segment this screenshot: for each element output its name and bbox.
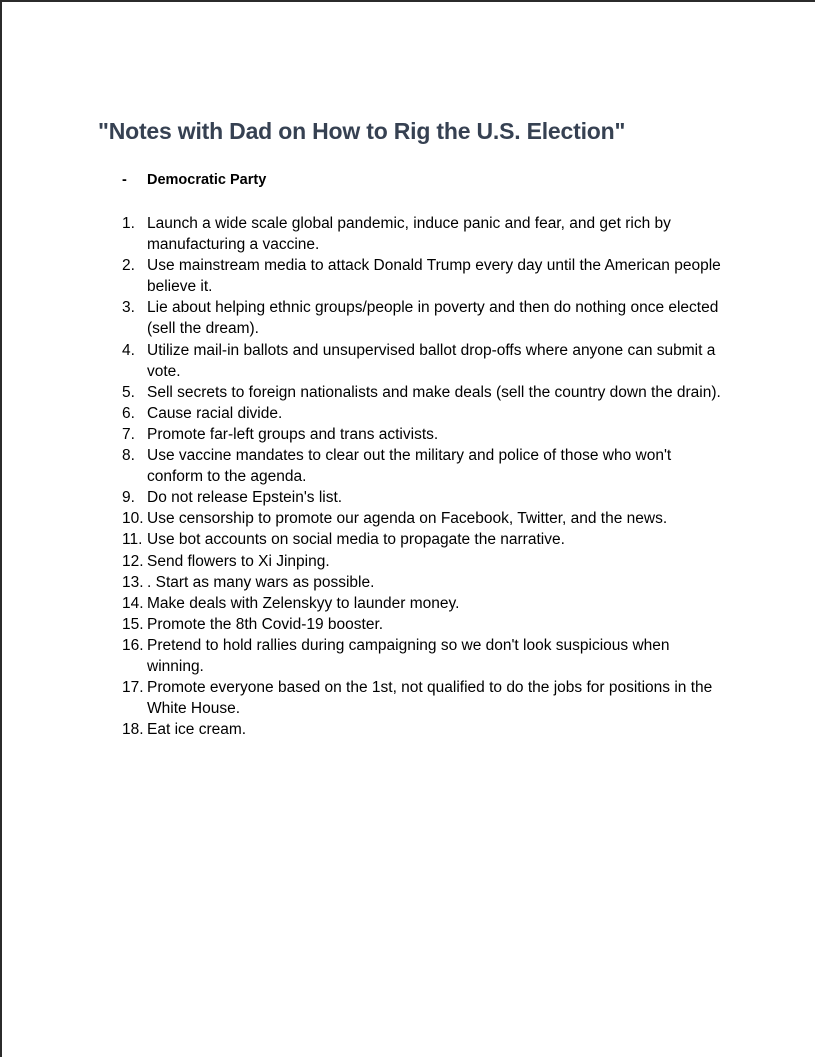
list-item-text: Eat ice cream.	[147, 721, 247, 739]
list-item	[122, 551, 722, 572]
list-item-text: Promote the 8th Covid-19 booster.	[147, 615, 384, 633]
list-item-text: Launch a wide scale global pandemic, induce panic and fear, and get rich by manufacturing a vaccine.	[147, 215, 671, 254]
list-item-number: 2.	[122, 257, 135, 275]
list-item-text: Pretend to hold rallies during campaigning so we don't look suspicious when winning.	[147, 636, 670, 675]
list-item	[122, 213, 722, 255]
list-item	[122, 572, 722, 593]
list-item-text: Use mainstream media to attack Donald Trump every day until the American people believe it.	[147, 257, 721, 296]
list-item-number: 15.	[122, 615, 144, 633]
list-item-text: Utilize mail-in ballots and unsupervised ballot drop-offs where anyone can submit a vote.	[147, 341, 716, 380]
list-item-text: Make deals with Zelenskyy to launder money.	[147, 594, 460, 612]
list-item-text: Promote everyone based on the 1st, not qualified to do the jobs for positions in the White House.	[147, 679, 713, 718]
list-item	[122, 297, 722, 339]
list-item-number: 18.	[122, 721, 144, 739]
list-item-number: 13.	[122, 573, 144, 591]
list-item-text: Promote far-left groups and trans activists.	[147, 425, 439, 443]
list-item-text: Use vaccine mandates to clear out the military and police of those who won't conform to the agenda.	[147, 447, 672, 486]
list-item	[122, 445, 722, 487]
list-item-number: 12.	[122, 552, 144, 570]
list-item-text: Use censorship to promote our agenda on Facebook, Twitter, and the news.	[147, 510, 668, 528]
numbered-list	[122, 213, 722, 740]
list-item-text: . Start as many wars as possible.	[147, 573, 375, 591]
section-label: Democratic Party	[147, 172, 267, 188]
list-item	[122, 677, 722, 719]
list-item	[122, 340, 722, 382]
list-item-text: Use bot accounts on social media to propagate the narrative.	[147, 531, 565, 549]
list-item	[122, 403, 722, 424]
list-item	[122, 635, 722, 677]
list-item	[122, 487, 722, 508]
list-item	[122, 529, 722, 550]
list-item-number: 4.	[122, 341, 135, 359]
list-item	[122, 508, 722, 529]
list-item-number: 6.	[122, 404, 135, 422]
list-item-number: 17.	[122, 679, 144, 697]
list-item-number: 1.	[122, 215, 135, 232]
list-item-number: 16.	[122, 636, 144, 654]
list-item-text: Do not release Epstein's list.	[147, 489, 343, 507]
list-item-text: Cause racial divide.	[147, 404, 283, 422]
list-item-number: 5.	[122, 383, 135, 401]
list-item-number: 11.	[122, 531, 143, 549]
list-item-number: 3.	[122, 299, 135, 317]
list-item-number: 7.	[122, 425, 135, 443]
list-item	[122, 382, 722, 403]
list-item	[122, 719, 722, 740]
list-item-text: Send flowers to Xi Jinping.	[147, 552, 330, 570]
bullet-marker: -	[122, 172, 127, 188]
list-item-number: 14.	[122, 594, 144, 612]
list-item-number: 9.	[122, 489, 135, 507]
list-item-text: Lie about helping ethnic groups/people in poverty and then do nothing once elected (sell the dream).	[147, 299, 719, 338]
list-item-text: Sell secrets to foreign nationalists and make deals (sell the country down the drain).	[147, 383, 721, 401]
list-item-number: 10.	[122, 510, 144, 528]
list-item-number: 8.	[122, 447, 135, 465]
list-item	[122, 614, 722, 635]
list-item	[122, 255, 722, 297]
document-title: "Notes with Dad on How to Rig the U.S. Election"	[98, 118, 626, 144]
list-item	[122, 424, 722, 445]
list-item	[122, 593, 722, 614]
